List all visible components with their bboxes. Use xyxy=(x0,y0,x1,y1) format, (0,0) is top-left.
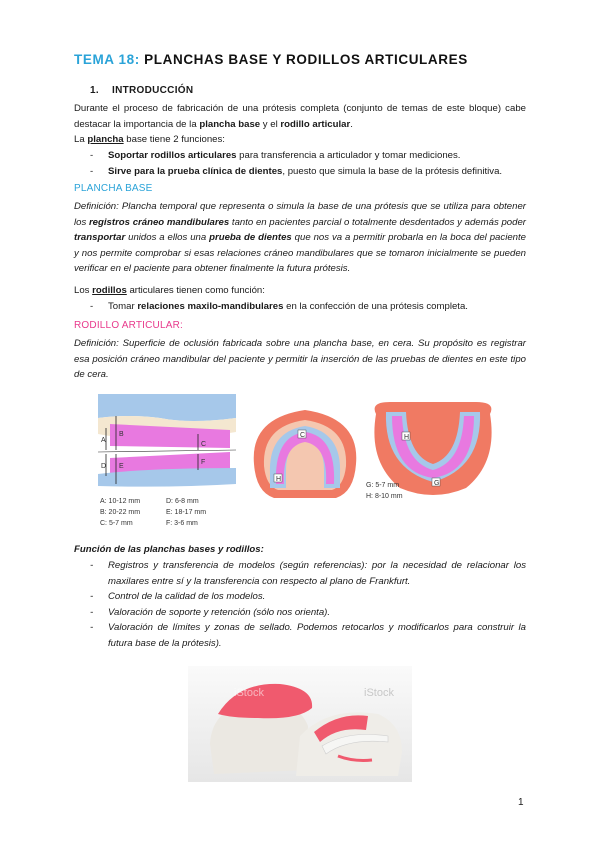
intro-bold-plancha-base: plancha base xyxy=(199,118,261,130)
plancha-functions-intro xyxy=(74,132,526,148)
label-g: G xyxy=(434,480,440,487)
legend-c: C: 5-7 mm xyxy=(100,520,133,527)
list-item-text: en la confección de una prótesis completa. xyxy=(283,301,468,312)
list-item: - Valoración de límites y zonas de sellado. Podemos retocarlos y modificarlos para construir la futura base de la prótesis). xyxy=(74,620,526,651)
label-c: C xyxy=(300,432,306,439)
legend-d: D: 6-8 mm xyxy=(166,498,199,505)
page-title xyxy=(74,52,468,67)
funcion-heading: Función de las planchas bases y rodillos: xyxy=(74,544,264,555)
text: Los xyxy=(74,285,93,296)
title-number: TEMA 18: xyxy=(74,52,140,67)
legend-e: E: 18-17 mm xyxy=(166,509,207,516)
text: La xyxy=(74,134,88,145)
section-heading-introduccion xyxy=(90,85,193,96)
intro-text: y el xyxy=(260,118,281,130)
watermark-right: iStock xyxy=(364,687,394,699)
list-item xyxy=(74,299,526,315)
list-item: - Control de la calidad de los modelos. xyxy=(74,589,526,605)
rodillo-articular-heading: RODILLO ARTICULAR: xyxy=(74,320,184,331)
text: Definición: Plancha temporal que representa o simula la base de una prótesis que se utiliza para obtener los xyxy=(74,201,526,228)
page-number: 1 xyxy=(518,797,524,808)
watermark-left: iStock xyxy=(234,687,264,699)
label-h: H xyxy=(276,476,282,483)
text: tanto en pacientes parcial o totalmente desdentados y además poder xyxy=(229,216,526,228)
label-f: F xyxy=(201,459,206,466)
plancha-functions-list xyxy=(74,148,526,179)
dental-models-photo xyxy=(188,666,412,782)
label-c: C xyxy=(201,441,207,448)
legend-a: A: 10-12 mm xyxy=(100,498,141,505)
list-item-bold: Sirve para la prueba clínica de dientes xyxy=(108,165,283,177)
legend-h: H: 8-10 mm xyxy=(366,493,403,500)
bold-text: transportar xyxy=(74,232,126,243)
list-item xyxy=(74,148,526,164)
rodillo-articular-definition: Definición: Superficie de oclusión fabricada sobre una plancha base, en cera. Su propósito es registrar esa posición cráneo mandibular del paciente y permitir la inserción de las pruebas de dientes en este tipo de cera. xyxy=(74,338,526,380)
text: articulares tienen como función: xyxy=(126,285,265,296)
upper-arch-figure xyxy=(246,404,364,502)
funcion-list xyxy=(74,558,526,651)
rodillo-side-view-figure xyxy=(90,388,240,530)
list-item-text: Tomar xyxy=(108,301,138,312)
bold-text: prueba de dientes xyxy=(209,232,292,243)
list-item-text: , puesto que simula la base de la prótesis definitiva. xyxy=(282,165,503,177)
list-item-bold: relaciones maxilo-mandibulares xyxy=(137,301,284,312)
legend-g: G: 5-7 mm xyxy=(366,482,400,489)
bold-text: registros cráneo mandibulares xyxy=(88,216,230,228)
rodillos-list xyxy=(74,299,526,315)
label-b: B xyxy=(119,431,124,438)
section-number: 1. xyxy=(90,85,99,96)
list-item-text: para transferencia a articulador y tomar mediciones. xyxy=(236,150,461,161)
label-d: D xyxy=(101,463,107,470)
plancha-base-definition xyxy=(74,199,526,277)
title-text: PLANCHAS BASE Y RODILLOS ARTICULARES xyxy=(144,52,468,67)
list-item xyxy=(74,164,526,180)
plancha-base-heading: PLANCHA BASE xyxy=(74,183,153,194)
intro-bold-rodillo: rodillo articular xyxy=(280,118,351,130)
section-title: INTRODUCCIÓN xyxy=(112,85,194,96)
list-item-bold: Soportar rodillos articulares xyxy=(108,150,237,161)
intro-text: Durante el proceso de fabricación de una prótesis completa (conjunto de temas de este bloque) cabe destacar la importancia de la xyxy=(74,103,526,130)
rodillos-intro xyxy=(74,283,526,299)
intro-text: . xyxy=(350,118,353,130)
label-e: E xyxy=(119,463,124,470)
text: base tiene 2 funciones: xyxy=(123,134,225,145)
list-item: - Registros y transferencia de modelos (según referencias): por la necesidad de relacionar los maxilares entre sí y la transferencia con respecto al plano de Frankfurt. xyxy=(74,558,526,589)
underlined-plancha: plancha xyxy=(87,134,124,145)
legend-f: F: 3-6 mm xyxy=(166,520,198,527)
text: unidos a ellos una xyxy=(125,232,210,243)
list-item: - Valoración de soporte y retención (sólo nos orienta). xyxy=(74,605,526,621)
intro-paragraph xyxy=(74,101,526,132)
label-h: H xyxy=(404,434,410,441)
arch-legend xyxy=(362,478,422,504)
text: que nos va a permitir probarla en la boca del paciente y nos permite comprobar si esas relaciones cráneo mandibulares que se tomaron inicialmente se pueden verificar en el paciente para obtener finalmente la futura prótesis. xyxy=(74,232,526,274)
label-a: A xyxy=(101,437,106,444)
underlined-rodillos: rodillos xyxy=(92,285,127,296)
legend-b: B: 20-22 mm xyxy=(100,509,141,516)
